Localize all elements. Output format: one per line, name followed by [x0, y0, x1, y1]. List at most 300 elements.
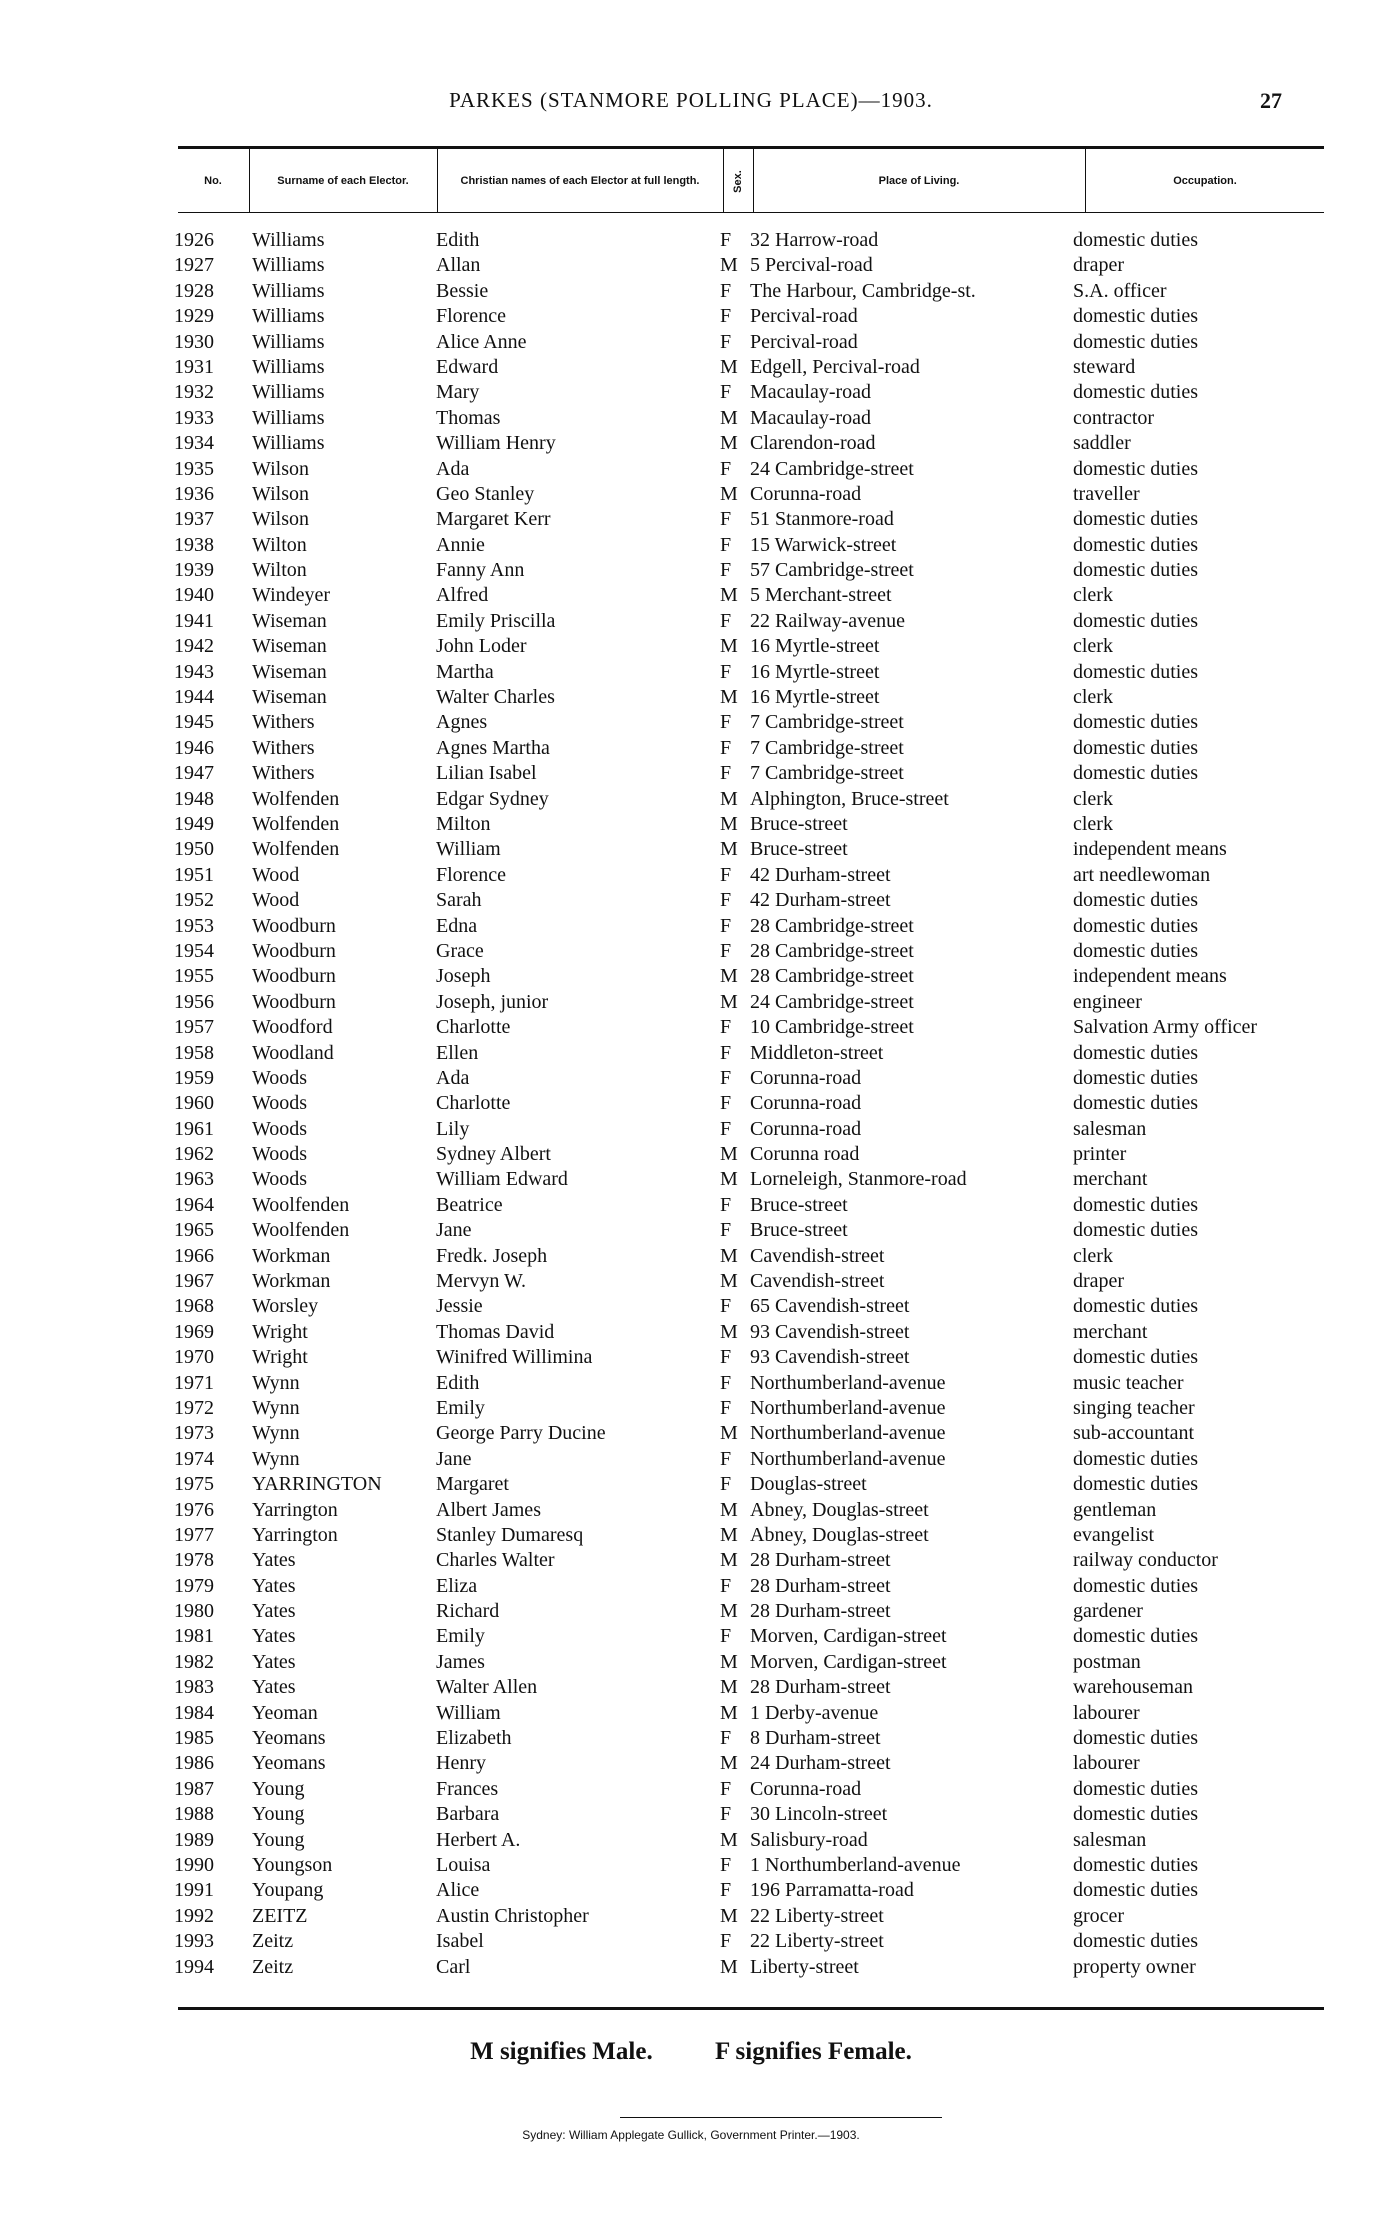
table-row — [0, 1548, 1382, 1573]
elector-number: 1945 — [174, 711, 214, 734]
elector-place-of-living: 28 Cambridge-street — [750, 914, 914, 937]
table-row — [0, 1117, 1382, 1142]
elector-number: 1942 — [174, 635, 214, 658]
elector-occupation: gardener — [1073, 1600, 1143, 1623]
elector-place-of-living: Corunna road — [750, 1143, 860, 1166]
elector-sex: M — [720, 406, 738, 429]
elector-sex: M — [720, 355, 738, 378]
table-row — [0, 1955, 1382, 1980]
elector-sex: F — [720, 1295, 732, 1318]
elector-christian-names: Joseph — [436, 965, 491, 988]
elector-surname: Yates — [252, 1650, 296, 1673]
elector-sex: M — [720, 635, 738, 658]
elector-number: 1960 — [174, 1092, 214, 1115]
elector-christian-names: Milton — [436, 812, 491, 835]
elector-number: 1930 — [174, 330, 214, 353]
elector-sex: M — [720, 1498, 738, 1521]
elector-occupation: domestic duties — [1073, 762, 1198, 785]
elector-number: 1949 — [174, 812, 214, 835]
elector-sex: M — [720, 1549, 738, 1572]
elector-occupation: property owner — [1073, 1955, 1196, 1978]
elector-occupation: engineer — [1073, 990, 1142, 1013]
table-row — [0, 1751, 1382, 1776]
elector-christian-names: Elizabeth — [436, 1727, 512, 1750]
elector-place-of-living: Percival-road — [750, 305, 858, 328]
elector-place-of-living: Northumberland-avenue — [750, 1447, 946, 1470]
elector-place-of-living: 30 Lincoln-street — [750, 1803, 888, 1826]
elector-christian-names: Winifred Willimina — [436, 1346, 593, 1369]
table-row — [0, 761, 1382, 786]
elector-occupation: steward — [1073, 355, 1136, 378]
elector-surname: Williams — [252, 330, 325, 353]
table-row — [0, 660, 1382, 685]
table-row — [0, 380, 1382, 405]
elector-christian-names: Jessie — [436, 1295, 483, 1318]
elector-occupation: draper — [1073, 1270, 1125, 1293]
elector-christian-names: John Loder — [436, 635, 527, 658]
elector-occupation: independent means — [1073, 965, 1227, 988]
elector-christian-names: James — [436, 1650, 485, 1673]
elector-sex: M — [720, 1143, 738, 1166]
elector-surname: Workman — [252, 1270, 331, 1293]
elector-number: 1934 — [174, 432, 214, 455]
elector-sex: M — [720, 1676, 738, 1699]
elector-sex: F — [720, 1193, 732, 1216]
column-header-place-of-living: Place of Living. — [878, 174, 960, 187]
table-row — [0, 1904, 1382, 1929]
elector-christian-names: Allan — [436, 254, 481, 277]
elector-place-of-living: 16 Myrtle-street — [750, 635, 880, 658]
elector-occupation: sub-accountant — [1073, 1422, 1195, 1445]
page-title: PARKES (STANMORE POLLING PLACE)—1903. — [449, 88, 933, 112]
elector-surname: Woods — [252, 1092, 308, 1115]
elector-occupation: clerk — [1073, 686, 1113, 709]
elector-place-of-living: Douglas-street — [750, 1473, 867, 1496]
elector-sex: M — [720, 1320, 738, 1343]
elector-number: 1982 — [174, 1650, 214, 1673]
elector-christian-names: Barbara — [436, 1803, 500, 1826]
elector-surname: Woodland — [252, 1041, 334, 1064]
elector-christian-names: Agnes — [436, 711, 488, 734]
elector-christian-names: Richard — [436, 1600, 500, 1623]
elector-occupation: domestic duties — [1073, 889, 1198, 912]
elector-number: 1973 — [174, 1422, 214, 1445]
elector-surname: Wilson — [252, 457, 309, 480]
elector-sex: F — [720, 457, 732, 480]
elector-christian-names: Walter Charles — [436, 686, 555, 709]
elector-place-of-living: Northumberland-avenue — [750, 1422, 946, 1445]
elector-christian-names: Ada — [436, 457, 470, 480]
elector-occupation: draper — [1073, 254, 1125, 277]
elector-occupation: domestic duties — [1073, 381, 1198, 404]
table-row — [0, 330, 1382, 355]
table-row — [0, 609, 1382, 634]
elector-number: 1940 — [174, 584, 214, 607]
elector-number: 1961 — [174, 1117, 214, 1140]
elector-christian-names: Edith — [436, 1371, 480, 1394]
elector-place-of-living: 16 Myrtle-street — [750, 660, 880, 683]
table-row — [0, 1041, 1382, 1066]
elector-place-of-living: Cavendish-street — [750, 1270, 885, 1293]
elector-occupation: contractor — [1073, 406, 1155, 429]
elector-place-of-living: 28 Cambridge-street — [750, 939, 914, 962]
table-row — [0, 1142, 1382, 1167]
elector-place-of-living: Morven, Cardigan-street — [750, 1650, 947, 1673]
elector-christian-names: Joseph, junior — [436, 990, 549, 1013]
elector-number: 1937 — [174, 508, 214, 531]
elector-sex: F — [720, 1473, 732, 1496]
elector-number: 1991 — [174, 1879, 214, 1902]
table-row — [0, 634, 1382, 659]
elector-number: 1959 — [174, 1066, 214, 1089]
elector-number: 1980 — [174, 1600, 214, 1623]
elector-place-of-living: 28 Durham-street — [750, 1676, 891, 1699]
legend-female: F signifies Female. — [714, 2038, 912, 2065]
elector-christian-names: Herbert A. — [436, 1828, 521, 1851]
elector-christian-names: Sydney Albert — [436, 1143, 551, 1166]
elector-place-of-living: 65 Cavendish-street — [750, 1295, 910, 1318]
elector-number: 1944 — [174, 686, 214, 709]
elector-sex: F — [720, 660, 732, 683]
elector-surname: Woodburn — [252, 914, 336, 937]
table-row — [0, 990, 1382, 1015]
elector-christian-names: Louisa — [436, 1854, 491, 1876]
elector-surname: Wynn — [252, 1447, 300, 1470]
imprint-rule — [620, 2117, 942, 2118]
elector-christian-names: Isabel — [436, 1930, 484, 1953]
elector-number: 1943 — [174, 660, 214, 683]
elector-christian-names: Edward — [436, 355, 499, 378]
elector-sex: F — [720, 1879, 732, 1902]
elector-surname: Youngson — [252, 1854, 333, 1876]
elector-christian-names: Walter Allen — [436, 1676, 538, 1699]
elector-surname: Wright — [252, 1346, 308, 1369]
elector-sex: M — [720, 787, 738, 810]
column-header-surname: Surname of each Elector. — [277, 174, 409, 187]
elector-place-of-living: Middleton-street — [750, 1041, 884, 1064]
elector-number: 1992 — [174, 1904, 214, 1927]
table-row — [0, 1371, 1382, 1396]
elector-number: 1974 — [174, 1447, 214, 1470]
elector-place-of-living: Corunna-road — [750, 1092, 862, 1115]
elector-number: 1972 — [174, 1396, 214, 1419]
elector-surname: Yeomans — [252, 1727, 326, 1750]
elector-surname: Williams — [252, 254, 325, 277]
elector-occupation: clerk — [1073, 584, 1113, 607]
elector-place-of-living: 8 Durham-street — [750, 1727, 881, 1750]
elector-occupation: merchant — [1073, 1168, 1148, 1191]
elector-surname: Williams — [252, 305, 325, 328]
table-row — [0, 1015, 1382, 1040]
elector-sex: M — [720, 1904, 738, 1927]
table-row — [0, 1574, 1382, 1599]
elector-christian-names: Jane — [436, 1219, 472, 1242]
elector-sex: M — [720, 1523, 738, 1546]
column-header-occupation: Occupation. — [1173, 174, 1237, 187]
elector-sex: F — [720, 939, 732, 962]
elector-place-of-living: 42 Durham-street — [750, 863, 891, 886]
elector-christian-names: Florence — [436, 863, 506, 886]
elector-sex: F — [720, 1041, 732, 1064]
elector-number: 1931 — [174, 355, 214, 378]
elector-sex: F — [720, 1117, 732, 1140]
elector-place-of-living: 32 Harrow-road — [750, 229, 879, 251]
elector-place-of-living: 15 Warwick-street — [750, 533, 897, 556]
elector-christian-names: Edgar Sydney — [436, 787, 549, 810]
elector-number: 1986 — [174, 1752, 214, 1775]
elector-number: 1950 — [174, 838, 214, 861]
elector-sex: F — [720, 559, 732, 582]
elector-surname: Woods — [252, 1143, 308, 1166]
table-row — [0, 228, 1382, 253]
elector-christian-names: William — [436, 838, 501, 861]
elector-place-of-living: 196 Parramatta-road — [750, 1879, 914, 1902]
elector-christian-names: Carl — [436, 1955, 471, 1978]
table-row — [0, 1878, 1382, 1903]
elector-place-of-living: 28 Durham-street — [750, 1600, 891, 1623]
table-row — [0, 837, 1382, 862]
elector-place-of-living: Edgell, Percival-road — [750, 355, 920, 378]
elector-surname: Workman — [252, 1244, 331, 1267]
elector-surname: Withers — [252, 711, 315, 734]
elector-occupation: domestic duties — [1073, 1092, 1198, 1115]
elector-occupation: printer — [1073, 1143, 1127, 1166]
elector-christian-names: Albert James — [436, 1498, 541, 1521]
elector-christian-names: Geo Stanley — [436, 482, 535, 505]
elector-number: 1965 — [174, 1219, 214, 1242]
elector-sex: F — [720, 1016, 732, 1039]
elector-place-of-living: 22 Railway-avenue — [750, 609, 905, 632]
elector-sex: M — [720, 1650, 738, 1673]
elector-occupation: domestic duties — [1073, 1066, 1198, 1089]
elector-occupation: art needlewoman — [1073, 863, 1211, 886]
elector-sex: F — [720, 1447, 732, 1470]
elector-occupation: domestic duties — [1073, 508, 1198, 531]
elector-occupation: domestic duties — [1073, 229, 1198, 251]
table-row — [0, 533, 1382, 558]
table-row — [0, 685, 1382, 710]
elector-number: 1928 — [174, 279, 214, 302]
elector-number: 1938 — [174, 533, 214, 556]
elector-occupation: domestic duties — [1073, 457, 1198, 480]
column-header-sex-label: Sex. — [731, 169, 744, 193]
elector-surname: Wiseman — [252, 609, 327, 632]
elector-surname: Young — [252, 1828, 305, 1851]
elector-number: 1941 — [174, 609, 214, 632]
table-row — [0, 457, 1382, 482]
elector-occupation: domestic duties — [1073, 1295, 1198, 1318]
elector-christian-names: Austin Christopher — [436, 1904, 589, 1927]
elector-sex: F — [720, 762, 732, 785]
elector-christian-names: Thomas David — [436, 1320, 555, 1343]
elector-christian-names: Mervyn W. — [436, 1270, 526, 1293]
elector-number: 1939 — [174, 559, 214, 582]
legend-male: M signifies Male. — [470, 2038, 653, 2065]
elector-surname: Woods — [252, 1066, 308, 1089]
elector-number: 1977 — [174, 1523, 214, 1546]
elector-occupation: domestic duties — [1073, 1574, 1198, 1597]
elector-place-of-living: Liberty-street — [750, 1955, 859, 1978]
elector-occupation: domestic duties — [1073, 305, 1198, 328]
elector-christian-names: Emily Priscilla — [436, 609, 556, 632]
elector-place-of-living: Abney, Douglas-street — [750, 1523, 929, 1546]
elector-surname: Youpang — [252, 1879, 324, 1902]
table-row — [0, 1421, 1382, 1446]
elector-sex: M — [720, 1600, 738, 1623]
elector-surname: Wiseman — [252, 686, 327, 709]
elector-sex: M — [720, 1422, 738, 1445]
elector-sex: M — [720, 1701, 738, 1724]
elector-sex: M — [720, 584, 738, 607]
elector-occupation: grocer — [1073, 1904, 1125, 1927]
elector-number: 1956 — [174, 990, 214, 1013]
elector-christian-names: Charlotte — [436, 1092, 511, 1115]
elector-surname: Worsley — [252, 1295, 319, 1318]
elector-sex: M — [720, 990, 738, 1013]
elector-number: 1993 — [174, 1930, 214, 1953]
elector-number: 1990 — [174, 1854, 214, 1876]
elector-surname: Woodburn — [252, 939, 336, 962]
elector-place-of-living: Salisbury-road — [750, 1828, 868, 1851]
elector-christian-names: Margaret Kerr — [436, 508, 551, 531]
elector-sex: F — [720, 609, 732, 632]
elector-christian-names: Ellen — [436, 1041, 479, 1064]
elector-surname: Zeitz — [252, 1955, 294, 1978]
elector-sex: F — [720, 1777, 732, 1800]
elector-place-of-living: 1 Derby-avenue — [750, 1701, 879, 1724]
elector-number: 1984 — [174, 1701, 214, 1724]
elector-sex: F — [720, 1066, 732, 1089]
elector-christian-names: Ada — [436, 1066, 470, 1089]
elector-place-of-living: 7 Cambridge-street — [750, 736, 904, 759]
elector-number: 1953 — [174, 914, 214, 937]
elector-sex: F — [720, 229, 732, 251]
elector-occupation: clerk — [1073, 1244, 1113, 1267]
elector-christian-names: Lily — [436, 1117, 470, 1140]
elector-number: 1958 — [174, 1041, 214, 1064]
elector-occupation: saddler — [1073, 432, 1131, 455]
elector-surname: Yates — [252, 1549, 296, 1572]
elector-number: 1947 — [174, 762, 214, 785]
elector-occupation: domestic duties — [1073, 1473, 1198, 1496]
elector-number: 1929 — [174, 305, 214, 328]
elector-sex: F — [720, 381, 732, 404]
elector-surname: Wilton — [252, 533, 307, 556]
elector-surname: Yarrington — [252, 1498, 338, 1521]
elector-place-of-living: 22 Liberty-street — [750, 1930, 884, 1953]
elector-place-of-living: Bruce-street — [750, 838, 848, 861]
elector-surname: Woodford — [252, 1016, 333, 1039]
elector-number: 1975 — [174, 1473, 214, 1496]
elector-sex: M — [720, 1752, 738, 1775]
elector-number: 1981 — [174, 1625, 214, 1648]
elector-surname: Windeyer — [252, 584, 331, 607]
table-row — [0, 406, 1382, 431]
elector-surname: Williams — [252, 279, 325, 302]
elector-surname: Young — [252, 1803, 305, 1826]
elector-number: 1962 — [174, 1143, 214, 1166]
elector-number: 1935 — [174, 457, 214, 480]
elector-place-of-living: 28 Cambridge-street — [750, 965, 914, 988]
elector-place-of-living: 93 Cavendish-street — [750, 1346, 910, 1369]
elector-occupation: S.A. officer — [1073, 279, 1167, 302]
elector-number: 1966 — [174, 1244, 214, 1267]
elector-number: 1968 — [174, 1295, 214, 1318]
elector-surname: YARRINGTON — [252, 1473, 382, 1496]
table-row — [0, 1244, 1382, 1269]
elector-surname: Wolfenden — [252, 812, 340, 835]
elector-occupation: domestic duties — [1073, 660, 1198, 683]
elector-sex: F — [720, 1727, 732, 1750]
table-row — [0, 863, 1382, 888]
table-row — [0, 1066, 1382, 1091]
table-row — [0, 1498, 1382, 1523]
elector-sex: M — [720, 1828, 738, 1851]
elector-surname: Wynn — [252, 1422, 300, 1445]
elector-occupation: domestic duties — [1073, 330, 1198, 353]
elector-sex: F — [720, 1625, 732, 1648]
elector-number: 1926 — [174, 229, 214, 251]
elector-place-of-living: 7 Cambridge-street — [750, 711, 904, 734]
elector-number: 1988 — [174, 1803, 214, 1826]
elector-occupation: clerk — [1073, 812, 1113, 835]
elector-sex: M — [720, 1244, 738, 1267]
header-bottom-rule — [178, 212, 1324, 213]
table-row — [0, 812, 1382, 837]
elector-christian-names: Stanley Dumaresq — [436, 1523, 584, 1546]
elector-christian-names: Grace — [436, 939, 484, 962]
column-header-sex — [724, 153, 752, 209]
elector-christian-names: Beatrice — [436, 1193, 503, 1216]
elector-occupation: merchant — [1073, 1320, 1148, 1343]
elector-occupation: domestic duties — [1073, 559, 1198, 582]
table-row — [0, 1802, 1382, 1827]
elector-occupation: domestic duties — [1073, 1346, 1198, 1369]
table-row — [0, 1320, 1382, 1345]
elector-place-of-living: Clarendon-road — [750, 432, 876, 455]
elector-place-of-living: Corunna-road — [750, 482, 862, 505]
elector-occupation: domestic duties — [1073, 1625, 1198, 1648]
elector-christian-names: William — [436, 1701, 501, 1724]
table-row — [0, 1853, 1382, 1878]
table-bottom-rule — [178, 2007, 1324, 2010]
table-row — [0, 914, 1382, 939]
elector-number: 1994 — [174, 1955, 214, 1978]
elector-christian-names: Charlotte — [436, 1016, 511, 1039]
elector-place-of-living: 28 Durham-street — [750, 1574, 891, 1597]
table-row — [0, 1929, 1382, 1954]
elector-occupation: singing teacher — [1073, 1396, 1195, 1419]
table-row — [0, 558, 1382, 583]
elector-number: 1969 — [174, 1320, 214, 1343]
table-row — [0, 1447, 1382, 1472]
elector-number: 1952 — [174, 889, 214, 912]
elector-surname: Williams — [252, 229, 325, 251]
elector-surname: Yates — [252, 1625, 296, 1648]
elector-christian-names: Eliza — [436, 1574, 478, 1597]
elector-christian-names: Jane — [436, 1447, 472, 1470]
table-row — [0, 1294, 1382, 1319]
elector-sex: M — [720, 686, 738, 709]
elector-christian-names: Lilian Isabel — [436, 762, 537, 785]
elector-sex: F — [720, 1092, 732, 1115]
elector-surname: Withers — [252, 736, 315, 759]
elector-number: 1946 — [174, 736, 214, 759]
elector-sex: F — [720, 1396, 732, 1419]
elector-number: 1985 — [174, 1727, 214, 1750]
elector-place-of-living: Bruce-street — [750, 812, 848, 835]
elector-place-of-living: The Harbour, Cambridge-st. — [750, 279, 976, 302]
